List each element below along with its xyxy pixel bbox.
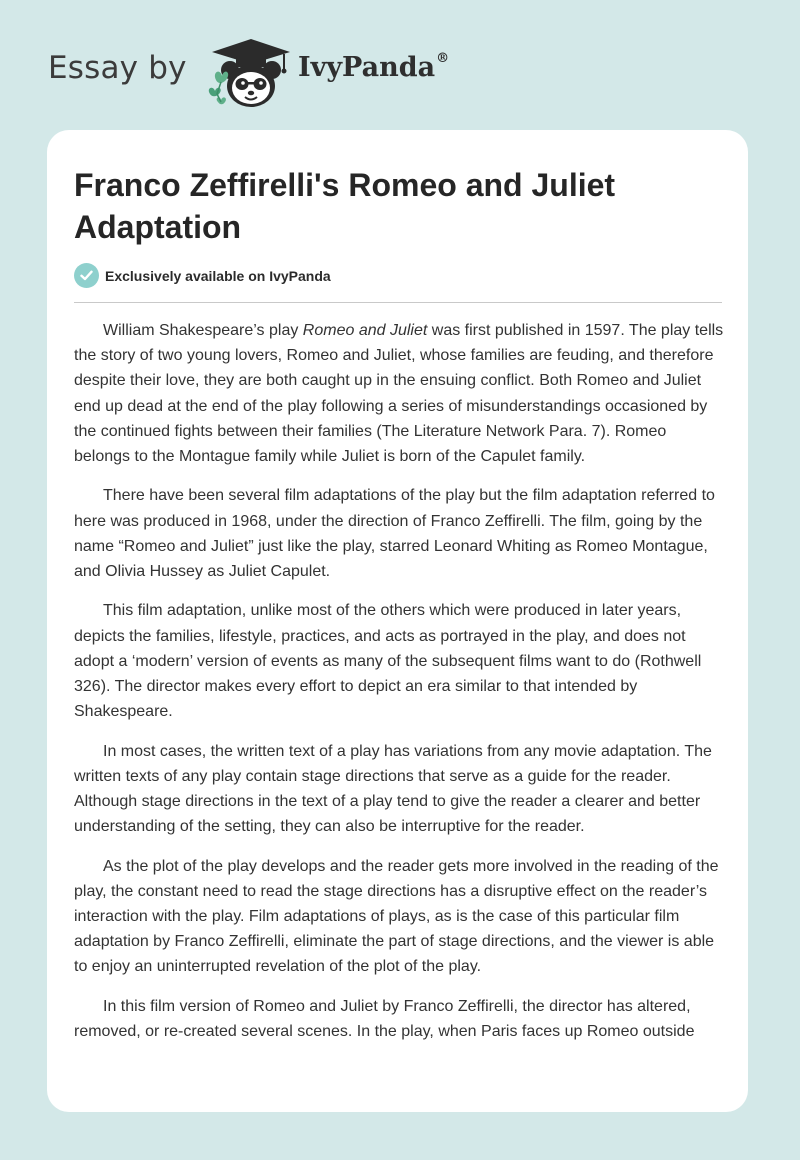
brand-name-text: IvyPanda [298, 52, 436, 83]
paragraph-text: William Shakespeare’s play [103, 322, 303, 339]
exclusive-badge-label: Exclusively available on IvyPanda [105, 267, 331, 284]
paragraph: In most cases, the written text of a play has variations from any movie adaptation. The written texts of any play contain stage directions that serve as a guide for the reader. Although stage directions in the text of a play tend to give the reader a clearer and better understanding of the setting, they can also be interruptive for the reader. [74, 742, 712, 836]
brand-name[interactable] [298, 52, 449, 83]
essay-title: Franco Zeffirelli's Romeo and Juliet Adaptation [74, 167, 616, 245]
play-title-italic: Romeo and Juliet [302, 322, 428, 339]
divider [74, 302, 722, 303]
check-circle-icon [74, 263, 99, 288]
paragraph: There have been several film adaptations of the play but the film adaptation referred to here was produced in 1968, under the direction of Franco Zeffirelli. The film, going by the name “Romeo and Juliet” just like the play, starred Leonard Whiting as Romeo Montague, and Olivia Hussey as Juliet Capulet. [74, 487, 715, 581]
paragraph: In this film version of Romeo and Juliet by Franco Zeffirelli, the director has altered, removed, or re-created several scenes. In the play, when Paris faces up Romeo outside [74, 997, 695, 1041]
trademark-symbol: ® [436, 51, 450, 66]
site-header [48, 34, 468, 114]
panda-graduate-logo-icon[interactable] [200, 34, 296, 110]
essay-body [74, 318, 724, 1058]
paragraph: This film adaptation, unlike most of the others which were produced in later years, depicts the families, lifestyle, practices, and acts as portrayed in the play, and does not adopt a ‘modern’ version of events as many of the subsequent films want to do (Rothwell 326). The director makes every effort to depict an era similar to that intended by Shakespeare. [74, 602, 702, 721]
paragraph-text: was first published in 1597. The play tells the story of two young lovers, Romeo and Juliet, whose families are feuding, and therefore despite their love, they are both caught up in the ensuing conflict. Both Romeo and Juliet end up dead at the end of the play following a series of misunderstandings occasioned by the continued fights between their families (The Literature Network Para. 7). Romeo belongs to the Montague family while Juliet is born of the Capulet family. [74, 322, 724, 466]
essay-card [47, 130, 748, 1112]
exclusive-badge [74, 263, 331, 288]
paragraph [74, 318, 724, 469]
paragraph: As the plot of the play develops and the reader gets more involved in the reading of the play, the constant need to read the stage directions has a disruptive effect on the reader’s interaction with the play. Film adaptations of plays, as is the case of this particular film adaptation by Franco Zeffirelli, eliminate the part of stage directions, and the viewer is able to enjoy an uninterrupted revelation of the plot of the play. [74, 857, 719, 976]
essay-by-label: Essay by [48, 50, 187, 86]
